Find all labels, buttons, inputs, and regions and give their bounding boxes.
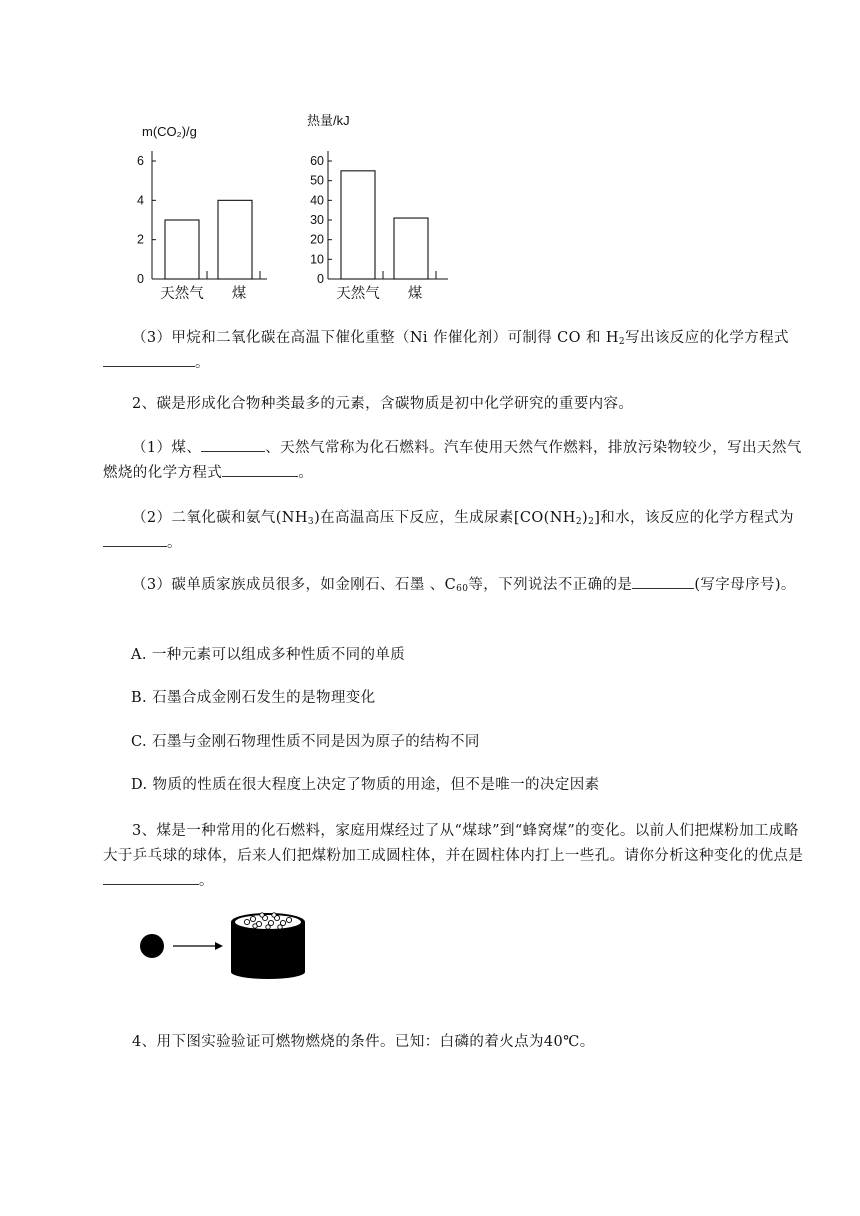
y-tick-label: 20 [310,232,324,247]
q2p1-end: 。 [298,465,314,481]
bar-2 [394,218,428,279]
question-1-part-3 [103,326,805,376]
option-a: A. 一种元素可以组成多种性质不同的单质 [131,647,406,663]
q2p2-sub1: 3 [307,517,315,527]
answer-blank[interactable] [222,462,298,477]
q2p3-text-b: 等，下列说法不正确的是 [468,577,633,593]
q2p2-end: 。 [167,535,182,551]
q2p1-text-a: （1）煤、 [132,440,202,456]
bar-1 [341,171,375,279]
question-2-part-1 [103,436,805,486]
y-tick-label: 0 [317,272,324,286]
y-tick-label: 4 [137,193,144,208]
heat-chart-svg [297,108,457,305]
co2-mass-chart [130,115,280,305]
answer-blank[interactable] [103,352,195,367]
q2p2-text-d: ]和水，该反应的化学方程式为 [594,510,794,526]
answer-blank[interactable] [103,870,199,885]
q3-text-b: 写出该反应的化学方程式 [625,330,789,346]
answer-blank[interactable] [201,437,265,452]
heat-chart [297,108,457,305]
q3b-text: 3、煤是一种常用的化石燃料，家庭用煤经过了从“煤球”到“蜂窝煤”的变化。以前人们把煤粉加工成略大于乒乓球的球体，后来人们把煤粉加工成圆柱体，并在圆柱体内打上一些孔。请你分析这种变化的优点是 [103,823,804,864]
x-category-label: 天然气 [336,286,380,302]
coal-illustration [135,908,315,980]
y-tick-label: 6 [137,154,144,168]
option-b: B. 石墨合成金刚石发生的是物理变化 [131,690,376,706]
co2-mass-chart-svg [130,115,280,305]
coal-ball-icon [140,934,164,958]
question-3 [103,819,805,894]
option-c: C. 石墨与金刚石物理性质不同是因为原子的结构不同 [131,734,480,750]
q2p3-text-a: （3）碳单质家族成员很多，如金刚石、石墨 、C [132,577,457,593]
honeycomb-briquette-icon [231,913,305,979]
question-4: 4、用下图实验验证可燃物燃烧的条件。已知：白磷的着火点为40℃。 [132,1034,595,1050]
q2p3-text-c: (写字母序号)。 [694,577,796,593]
q2p2-text-a: （2）二氧化碳和氨气(NH [132,510,308,526]
q3-text-a: （3）甲烷和二氧化碳在高温下催化重整（Ni 作催化剂）可制得 CO 和 H [132,330,619,346]
option-d: D. 物质的性质在很大程度上决定了物质的用途，但不是唯一的决定因素 [131,777,600,793]
q3-sub: 2 [618,337,626,347]
x-category-label: 煤 [407,286,423,302]
y-tick-label: 0 [137,272,144,286]
y-tick-label: 60 [310,154,324,168]
q2p2-sub2: 2 [575,517,582,527]
y-tick-label: 10 [310,252,324,267]
y-tick-label: 40 [310,193,324,208]
question-2-part-3 [103,573,805,598]
answer-blank[interactable] [632,574,694,589]
q3b-end: 。 [199,873,214,889]
bar-1 [165,220,199,279]
q2p1-text-b: 、天然气常称为化石燃料。汽车使用天然气作燃料，排放污染物较少，写出天然气燃烧的化学方程式 [103,440,802,481]
y-tick-label: 50 [310,173,324,188]
x-category-label: 天然气 [160,286,204,302]
x-category-label: 煤 [231,286,247,302]
question-2-stem: 2、碳是形成化合物种类最多的元素，含碳物质是初中化学研究的重要内容。 [132,396,634,412]
chart-ylabel: m(CO₂)/g [142,124,197,139]
answer-blank[interactable] [103,532,167,547]
q2p2-sub3: 2 [588,517,595,527]
y-tick-label: 2 [137,232,144,247]
q3-end: 。 [195,355,210,371]
y-tick-label: 30 [310,213,324,227]
q2p2-text-c: ) [582,510,589,526]
chart-ylabel: 热量/kJ [307,113,350,128]
question-2-part-2 [103,506,805,556]
q2p2-text-b: )在高温高压下反应，生成尿素[CO(NH [314,510,576,526]
bar-2 [218,200,252,279]
q2p3-sub: 60 [456,584,469,594]
